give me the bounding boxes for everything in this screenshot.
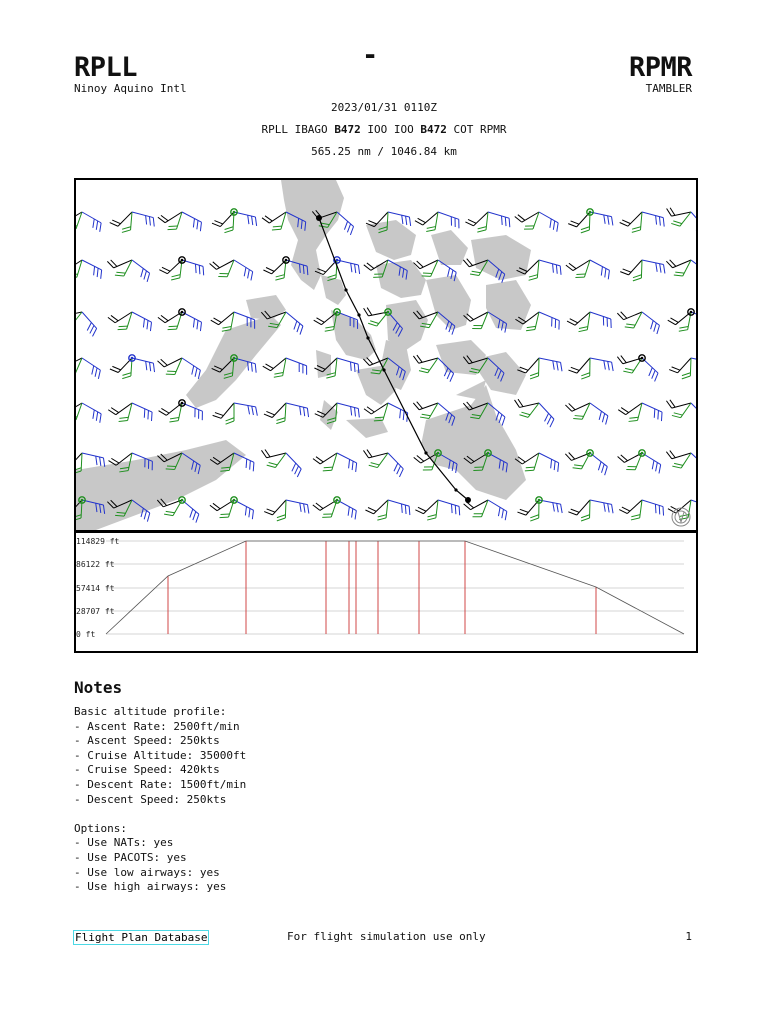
wind-barb-icon xyxy=(76,308,82,316)
wind-barb-icon xyxy=(286,358,307,375)
wind-barb-icon xyxy=(182,212,201,231)
wind-barb-icon xyxy=(234,403,257,416)
notes-title: Notes xyxy=(74,678,123,697)
wind-barb-icon xyxy=(691,260,696,282)
wind-barb-icon xyxy=(581,500,590,521)
wind-barb-icon xyxy=(539,312,559,330)
wind-barb-icon xyxy=(573,403,590,419)
altitude-label: 28707 ft xyxy=(76,607,115,616)
wind-barb-icon xyxy=(264,500,286,515)
wind-barb-icon xyxy=(132,358,155,372)
wind-barb-icon xyxy=(625,312,642,328)
origin-name: Ninoy Aquino Intl xyxy=(74,82,187,95)
wind-barb-icon xyxy=(313,453,337,464)
destination-name: TAMBLER xyxy=(645,82,692,95)
waypoint-markers xyxy=(168,541,596,634)
wind-barb-icon xyxy=(158,212,182,223)
wind-barb-icon xyxy=(313,500,337,510)
wind-barb-icon xyxy=(422,260,438,276)
wind-barb-icon xyxy=(118,312,132,330)
wind-barb-icon xyxy=(465,212,488,226)
wind-barb-icon xyxy=(363,450,388,458)
wind-barb-icon xyxy=(82,453,105,467)
wind-barb-icon xyxy=(642,500,664,516)
wind-barb-icon xyxy=(115,260,132,276)
wind-barb-icon xyxy=(477,212,488,232)
compass-icon xyxy=(672,508,690,526)
wind-barb-icon xyxy=(642,212,664,227)
wind-barb-icon xyxy=(286,500,309,513)
wind-barb-icon xyxy=(568,212,590,227)
wind-barb-icon xyxy=(488,212,510,227)
wind-barb-icon xyxy=(337,212,354,235)
wind-barb-icon xyxy=(226,403,234,424)
wind-barb-icon xyxy=(515,212,539,222)
wind-barb-icon xyxy=(286,453,301,477)
destination-code: RPMR xyxy=(628,52,692,83)
wind-barb-icon xyxy=(642,403,662,421)
wind-barb-icon xyxy=(682,358,691,379)
land-mass xyxy=(431,230,468,265)
wind-barb-icon xyxy=(276,403,286,424)
wind-barb-icon xyxy=(264,403,286,418)
wind-barb-icon xyxy=(539,212,558,232)
land-mass xyxy=(456,380,486,400)
wind-barb-icon xyxy=(413,355,438,363)
wind-barb-icon xyxy=(620,260,642,275)
wind-barb-icon xyxy=(364,403,388,414)
route-segment: RPLL IBAGO xyxy=(261,123,335,136)
wind-barb-icon xyxy=(182,500,199,523)
origin-code: RPLL xyxy=(74,52,138,83)
notes-body: Basic altitude profile: - Ascent Rate: 2500ft/min - Ascent Speed: 250kts - Cruise Altitude: 35000ft - Cruise Speed: 420kts - Descent Rate: 1500ft/min - Descent Speed: 250kts Options: - Use NATs: yes - Use PACOTS: yes - Use low airways: yes - Use high airways: yes xyxy=(74,705,247,894)
wind-barb-icon xyxy=(590,453,607,475)
station-icon xyxy=(587,450,593,456)
wind-barb-icon xyxy=(568,358,590,373)
wind-barb-icon xyxy=(590,500,613,513)
wind-barb-icon xyxy=(539,500,562,513)
wind-barb-icon xyxy=(274,358,286,377)
wind-barb-icon xyxy=(122,212,132,232)
wind-barb-icon xyxy=(234,212,257,226)
route-map xyxy=(74,178,698,532)
wind-barb-icon xyxy=(182,260,204,275)
wind-barb-icon xyxy=(272,212,286,230)
wind-barb-icon xyxy=(515,399,539,407)
wind-barb-icon xyxy=(633,260,642,281)
wind-barb-icon xyxy=(377,500,388,520)
wind-barb-icon xyxy=(539,403,554,427)
wind-barb-icon xyxy=(575,260,590,278)
waypoint-dot xyxy=(382,368,385,371)
wind-barb-icon xyxy=(168,212,182,230)
wind-barb-icon xyxy=(110,358,132,372)
wind-barb-icon xyxy=(420,403,438,419)
page-number: 1 xyxy=(685,930,692,943)
wind-barb-icon xyxy=(82,403,101,423)
wind-barb-icon xyxy=(159,260,182,274)
route-separator: - xyxy=(362,40,378,71)
wind-barb-icon xyxy=(82,260,102,279)
land-mass xyxy=(421,385,526,500)
wind-barb-icon xyxy=(568,500,590,515)
station-icon xyxy=(639,450,645,456)
land-mass xyxy=(346,418,388,438)
wind-barb-icon xyxy=(620,212,642,226)
waypoint-dot xyxy=(454,488,457,491)
wind-barb-icon xyxy=(666,451,691,459)
wind-barb-icon xyxy=(263,358,286,371)
wind-barb-icon xyxy=(566,260,590,271)
wind-barb-icon xyxy=(691,358,696,372)
wind-barb-icon xyxy=(388,500,410,515)
altitude-label: 0 ft xyxy=(76,630,96,639)
wind-barb-icon xyxy=(76,260,82,278)
wind-barb-icon xyxy=(82,212,101,232)
wind-barb-icon xyxy=(108,312,132,323)
wind-barb-icon xyxy=(82,358,100,379)
station-icon xyxy=(639,355,645,361)
wind-barb-icon xyxy=(539,453,559,472)
wind-barb-icon xyxy=(182,312,202,331)
land-mass xyxy=(331,310,376,360)
wind-barb-icon xyxy=(286,312,303,335)
wind-barb-icon xyxy=(524,212,539,229)
wind-barb-icon xyxy=(590,260,609,279)
wind-barb-icon xyxy=(672,453,691,468)
land-mass xyxy=(76,440,246,530)
wind-barb-icon xyxy=(669,358,691,373)
wind-barb-icon xyxy=(691,403,696,427)
wind-barb-icon xyxy=(642,358,658,381)
wind-barb-icon xyxy=(110,212,132,226)
waypoint-dot xyxy=(344,288,347,291)
wind-barb-icon xyxy=(472,312,488,329)
wind-barb-icon xyxy=(132,403,152,421)
land-masses xyxy=(76,180,531,530)
waypoint-dot xyxy=(465,497,471,503)
wind-barb-icon xyxy=(388,453,403,477)
land-mass xyxy=(281,180,344,290)
wind-barb-icon xyxy=(108,403,132,415)
wind-barb-icon xyxy=(365,500,388,514)
altitude-label: 86122 ft xyxy=(76,560,115,569)
wind-barb-icon xyxy=(567,312,590,325)
wind-barb-icon xyxy=(277,500,286,521)
wind-barb-icon xyxy=(691,212,696,236)
wind-barb-icon xyxy=(642,260,665,273)
wind-barb-icon xyxy=(427,500,438,520)
wind-barb-icon xyxy=(132,212,154,227)
wind-barb-icon xyxy=(666,400,691,408)
wind-barb-icon xyxy=(388,403,408,422)
wind-barb-icon xyxy=(679,500,691,520)
altitude-label: 57414 ft xyxy=(76,584,115,593)
wind-barb-icon xyxy=(263,260,286,274)
wind-barb-icon xyxy=(415,500,438,514)
station-icon xyxy=(334,497,340,503)
wind-barb-icon xyxy=(159,403,182,415)
wind-barb-icon xyxy=(210,500,234,511)
wind-barb-icon xyxy=(415,212,438,225)
wind-barb-icon xyxy=(539,260,561,275)
wind-barb-icon xyxy=(132,260,150,282)
station-icon xyxy=(231,497,237,503)
wind-barb-icon xyxy=(539,358,562,371)
wind-barb-icon xyxy=(337,260,360,274)
map-canvas xyxy=(76,180,696,530)
wind-barb-icon xyxy=(182,358,200,379)
wind-barb-icon xyxy=(213,403,234,418)
wind-barb-icon xyxy=(438,500,460,515)
wind-barb-icon xyxy=(618,403,642,415)
wind-barb-icon xyxy=(590,403,608,424)
altitude-profile xyxy=(74,531,698,653)
waypoint-dot xyxy=(366,336,369,339)
wind-barb-icon xyxy=(530,358,539,379)
wind-barb-icon xyxy=(337,500,356,519)
profile-line xyxy=(106,541,684,634)
wind-barb-icon xyxy=(642,453,661,473)
airway-label: B472 xyxy=(334,123,361,136)
waypoint-dot xyxy=(424,451,427,454)
wind-barb-icon xyxy=(82,312,97,336)
wind-barb-icon xyxy=(590,212,613,225)
wind-barb-icon xyxy=(488,500,507,520)
wind-barb-icon xyxy=(691,453,696,476)
land-mass xyxy=(316,350,331,378)
wind-barb-icon xyxy=(234,260,253,280)
wind-barb-icon xyxy=(119,403,132,421)
wind-barb-icon xyxy=(261,449,286,457)
wind-barb-icon xyxy=(76,312,82,326)
wind-barb-icon xyxy=(581,358,590,379)
wind-barb-icon xyxy=(337,453,357,472)
wind-barb-icon xyxy=(529,260,539,280)
land-mass xyxy=(486,280,531,330)
wind-barb-icon xyxy=(517,358,539,373)
wind-barb-icon xyxy=(166,358,182,375)
wind-barb-icon xyxy=(218,260,234,277)
flight-date: 2023/01/31 0110Z xyxy=(331,101,437,114)
wind-barb-icon xyxy=(211,312,234,325)
route-string xyxy=(0,123,768,136)
wind-barb-icon xyxy=(426,212,438,232)
station-icon xyxy=(179,497,185,503)
wind-barb-icon xyxy=(631,500,642,520)
profile-canvas xyxy=(76,533,696,651)
wind-barb-icon xyxy=(337,403,359,417)
station-icon xyxy=(179,309,185,315)
wind-barb-icon xyxy=(674,260,691,276)
wind-barb-icon xyxy=(629,403,642,421)
wind-barb-icon xyxy=(438,212,459,228)
wind-barb-icon xyxy=(337,358,359,373)
land-mass xyxy=(376,260,426,298)
route-distance: 565.25 nm / 1046.84 km xyxy=(311,145,457,158)
wind-barb-icon xyxy=(590,312,611,328)
flight-plan-database-link[interactable]: Flight Plan Database xyxy=(75,931,208,944)
wind-barb-icon xyxy=(158,312,182,323)
waypoint-dot xyxy=(357,313,360,316)
airway-label: B472 xyxy=(420,123,447,136)
route-segment: IOO IOO xyxy=(360,123,421,136)
wind-barb-icon xyxy=(667,208,691,216)
wind-barb-icon xyxy=(286,403,309,417)
wind-barb-icon xyxy=(517,500,539,515)
wind-barb-icon xyxy=(525,453,539,471)
footer-disclaimer: For flight simulation use only xyxy=(287,930,486,943)
wind-barb-icon xyxy=(234,500,253,519)
wind-barb-icon xyxy=(691,500,696,516)
wind-barb-icon xyxy=(526,312,539,331)
land-mass xyxy=(246,295,286,320)
wind-barb-icon xyxy=(323,453,337,471)
route-segment: COT RPMR xyxy=(446,123,507,136)
wind-barb-icon xyxy=(590,358,613,371)
wind-barb-icon xyxy=(668,312,691,325)
wind-barb-icon xyxy=(262,212,286,223)
wind-barb-icon xyxy=(642,312,659,334)
waypoint-dot xyxy=(316,215,322,221)
wind-barb-icon xyxy=(473,500,488,517)
wind-barb-icon xyxy=(132,312,152,331)
wind-barb-icon xyxy=(579,312,590,332)
altitude-label: 114829 ft xyxy=(76,537,120,546)
wind-barb-icon xyxy=(212,212,234,227)
wind-barb-icon xyxy=(632,212,642,232)
wind-barb-icon xyxy=(619,500,642,514)
